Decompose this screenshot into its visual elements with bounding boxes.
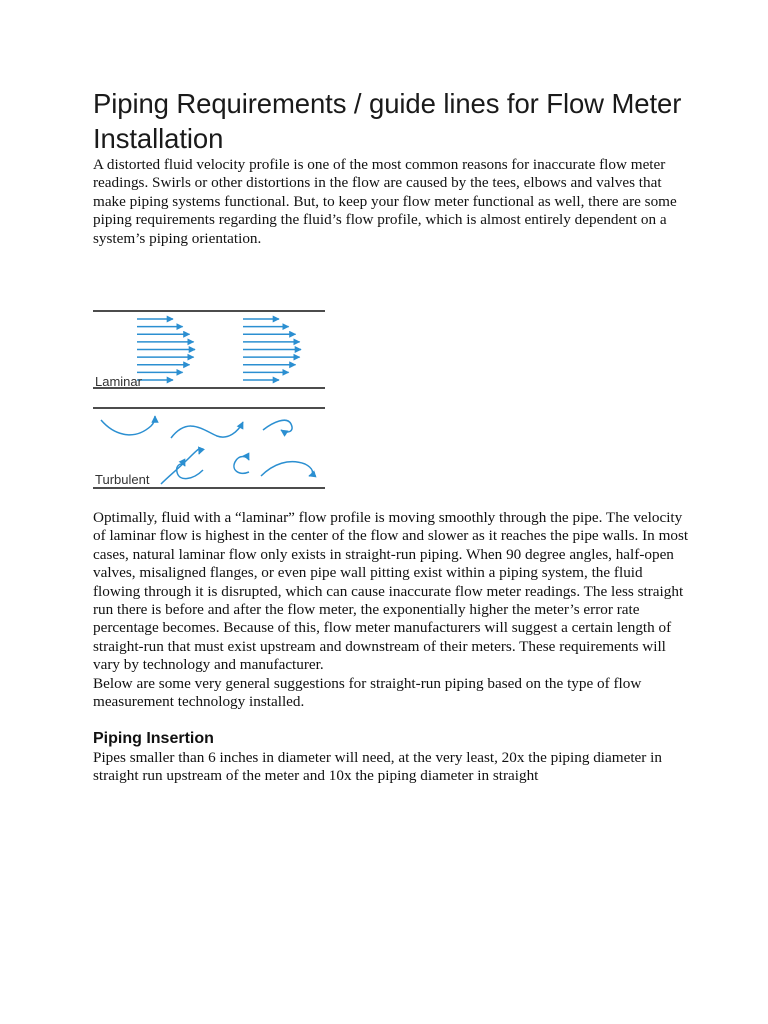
intro-paragraph: A distorted fluid velocity profile is one of the most common reasons for inaccurate flow meter readings. Swirls or other distortions in the flow are caused by the tees, elbows and valves that make piping systems functional. But, to keep your flow meter functional as well, there are some piping requirements regarding the fluid’s flow profile, which is almost entirely dependent on a system’s piping orientation.: [93, 156, 677, 247]
swirl-2: [171, 422, 243, 438]
turbulent-label: Turbulent: [95, 472, 150, 488]
suggestions-intro-paragraph: Below are some very general suggestions for straight-run piping based on the type of flow measurement technology installed.: [93, 674, 642, 711]
swirl-3: [263, 420, 292, 432]
swirl-6: [234, 457, 249, 474]
page-title: Piping Requirements / guide lines for Flow Meter Installation: [93, 88, 682, 154]
swirl-1: [101, 416, 155, 435]
piping-insertion-paragraph: Pipes smaller than 6 inches in diameter will need, at the very least, 20x the piping diameter in straight run upstream of the meter and 10x the piping diameter in straight: [93, 748, 662, 784]
section-heading-piping-insertion: Piping Insertion: [93, 729, 214, 747]
document-page: [93, 86, 693, 785]
swirl-4: [161, 449, 200, 484]
flow-profile-figure: [93, 304, 333, 509]
flow-profile-diagram: [93, 304, 333, 509]
swirl-7: [261, 462, 312, 476]
laminar-label: Laminar: [95, 374, 142, 390]
laminar-flow-paragraph: Optimally, fluid with a “laminar” flow profile is moving smoothly through the pipe. The velocity of laminar flow is highest in the center of the flow and slower as it reaches the pipe walls. In most cases, natural laminar flow only exists in straight-run piping. When 90 degree angles, half-open valves, misaligned flanges, or even pipe wall pitting exist within a piping system, the fluid flowing through it is disrupted, which can cause inaccurate flow meter readings. The less straight run there is before and after the flow meter, the exponentially higher the meter’s error rate percentage becomes. Because of this, flow meter manufacturers will suggest a certain length of straight-run that must exist upstream and downstream of their meters. These requirements will vary by technology and manufacturer.: [93, 509, 689, 674]
laminar-arrows: [137, 319, 301, 380]
